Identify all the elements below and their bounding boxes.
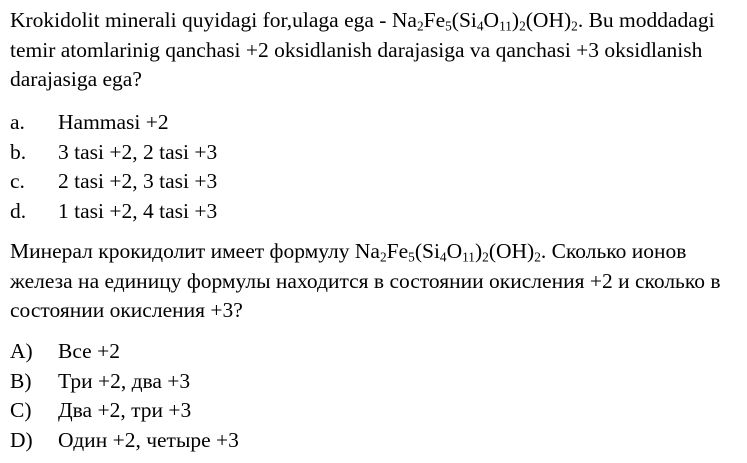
question-ru-body: . Сколько ионов железа на единицу формулы находится в состоянии окисления +2 и сколько в состоянии окисления +3? [10, 239, 721, 322]
option-letter: A) [10, 339, 33, 363]
option-text: 1 tasi +2, 4 tasi +3 [58, 198, 218, 223]
question-ru-intro: Минерал крокидолит имеет формулу [10, 239, 355, 263]
option-letter: C) [10, 398, 32, 422]
option-text: Один +2, четыре +3 [58, 427, 239, 452]
option-letter: c. [10, 169, 25, 193]
option-text: 3 tasi +2, 2 tasi +3 [58, 139, 218, 164]
formula-ru: $Na_2Fe_5(Si_4O_{11})_2(OH)_2$ [354, 239, 541, 265]
question-ru [10, 237, 740, 326]
question-uz [10, 6, 740, 95]
question-uz-intro: Krokidolit minerali quyidagi for,ulaga ega - [10, 8, 392, 32]
option-text: Все +2 [58, 339, 120, 363]
option-letter: D) [10, 427, 33, 452]
option-text: 2 tasi +2, 3 tasi +3 [58, 169, 218, 193]
option-letter: B) [10, 368, 32, 393]
option-letter: a. [10, 110, 25, 134]
formula-uz: $Na_2Fe_5(Si_4O_{11})_2(OH)_2$ [391, 8, 578, 34]
question-uz-body: . Bu moddadagi temir atomlarinig qanchasi +2 oksidlanish darajasiga va qanchasi +3 oksidlanish darajasiga ega? [10, 8, 715, 91]
option-letter: b. [10, 139, 27, 164]
option-text: Два +2, три +3 [58, 398, 192, 422]
option-letter: d. [10, 198, 27, 223]
option-text: Три +2, два +3 [58, 368, 191, 393]
option-text: Hammasi +2 [58, 110, 169, 134]
